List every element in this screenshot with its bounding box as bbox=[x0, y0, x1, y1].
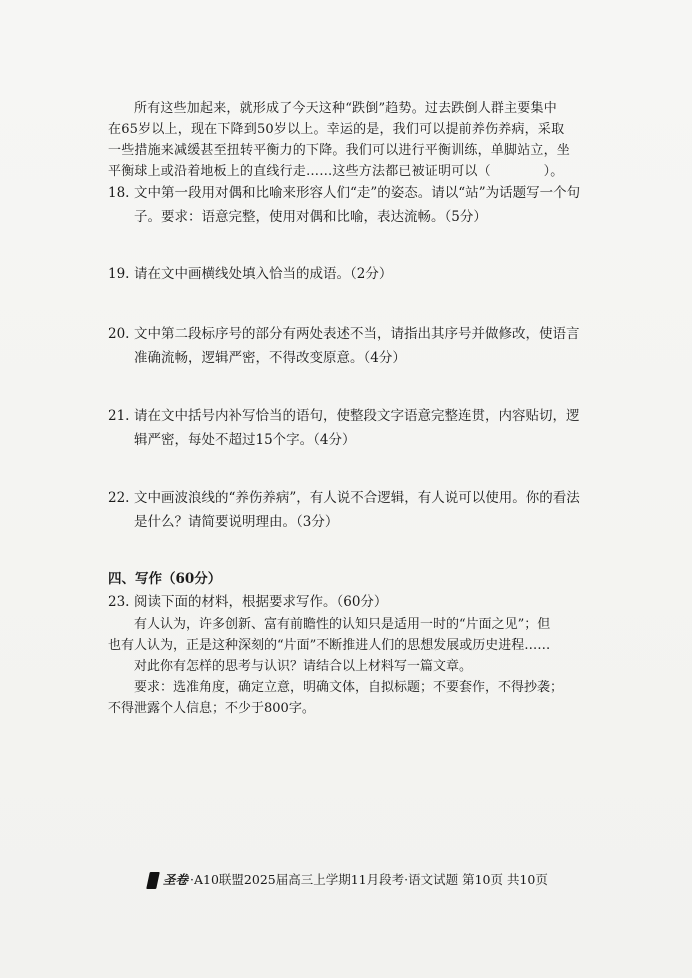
requirement-line: 要求：选准角度，确定立意，明确文体，自拟标题；不要套作，不得抄袭； bbox=[134, 680, 564, 695]
question-20 bbox=[108, 322, 590, 370]
question-text: 文中第二段标序号的部分有两处表述不当，请指出其序号并做修改，使语言准确流畅，逻辑严密，不得改变原意。（4分） bbox=[134, 326, 580, 366]
footer-brand: 圣卷 bbox=[163, 872, 189, 887]
question-number: 19. bbox=[108, 266, 130, 282]
requirement-line: 不得泄露个人信息；不少于800字。 bbox=[108, 701, 315, 716]
question-text: 文中第一段用对偶和比喻来形容人们“走”的姿态。请以“站”为话题写一个句子。要求：语意完整，使用对偶和比喻，表达流畅。（5分） bbox=[134, 185, 581, 225]
question-number: 22. bbox=[108, 490, 130, 506]
passage-line: 一些措施来减缓甚至扭转平衡力的下降。我们可以进行平衡训练，单脚站立，坐 bbox=[108, 143, 571, 158]
brand-logo-icon bbox=[146, 872, 160, 889]
question-text: 请在文中画横线处填入恰当的成语。（2分） bbox=[134, 266, 393, 282]
question-number: 18. bbox=[108, 185, 130, 201]
writing-section bbox=[108, 568, 590, 719]
question-number: 21. bbox=[108, 408, 130, 424]
section-title: 四、写作（60分） bbox=[108, 571, 222, 587]
footer-text: ·A10联盟2025届高三上学期11月段考·语文试题 第10页 共10页 bbox=[190, 872, 548, 887]
material-line: 也有人认为，正是这种深刻的“片面”不断推进人们的思想发展或历史进程…… bbox=[108, 638, 551, 653]
question-18 bbox=[108, 181, 590, 229]
passage bbox=[108, 98, 590, 182]
question-19 bbox=[108, 262, 590, 286]
question-number: 20. bbox=[108, 326, 130, 342]
passage-line: 所有这些加起来，就形成了今天这种“跌倒”趋势。过去跌倒人群主要集中 bbox=[134, 101, 557, 116]
question-text: 文中画波浪线的“养伤养病”，有人说不合逻辑，有人说可以使用。你的看法是什么？请简要说明理由。（3分） bbox=[134, 490, 580, 530]
question-text: 阅读下面的材料，根据要求写作。（60分） bbox=[134, 594, 388, 610]
passage-line: 平衡球上或沿着地板上的直线行走……这些方法都已被证明可以（ ）。 bbox=[108, 164, 564, 179]
question-text: 请在文中括号内补写恰当的语句，使整段文字语意完整连贯，内容贴切，逻辑严密，每处不超过15个字。（4分） bbox=[134, 408, 580, 448]
question-22 bbox=[108, 486, 590, 534]
question-21 bbox=[108, 404, 590, 452]
question-number: 23. bbox=[108, 594, 130, 610]
writing-prompt: 对此你有怎样的思考与认识？请结合以上材料写一篇文章。 bbox=[134, 659, 473, 674]
page-footer bbox=[148, 871, 548, 889]
passage-line: 在65岁以上，现在下降到50岁以上。幸运的是，我们可以提前养伤养病，采取 bbox=[108, 122, 565, 137]
material-line: 有人认为，许多创新、富有前瞻性的认知只是适用一时的“片面之见”；但 bbox=[134, 617, 551, 632]
